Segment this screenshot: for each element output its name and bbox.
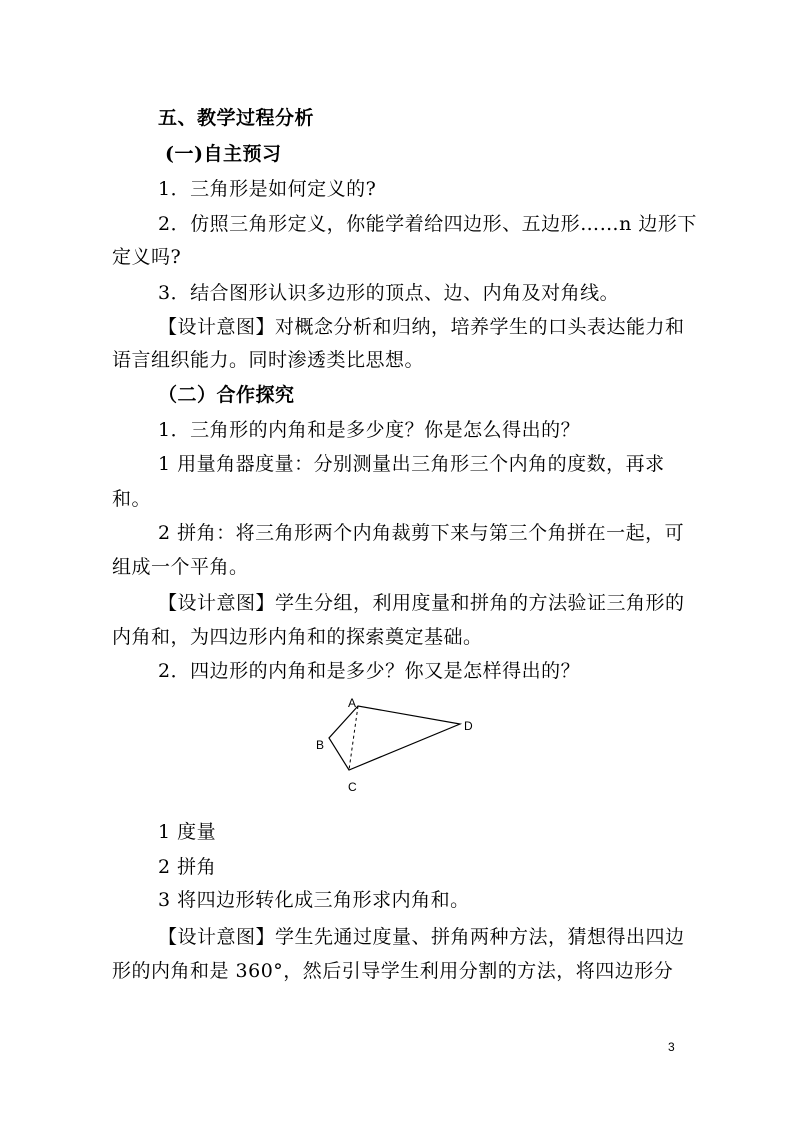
design-intent-1-line-1: 【设计意图】对概念分析和归纳，培养学生的口头表达能力和 [158,316,685,338]
problem-1-method-2-line-2: 组成一个平角。 [112,556,249,578]
vertex-label-a: A [348,696,357,710]
page-number: 3 [668,1040,675,1054]
quadrilateral-figure [300,690,490,800]
design-intent-1-line-2: 语言组织能力。同时渗透类比思想。 [112,349,425,371]
vertex-label-b: B [316,738,325,752]
vertex-label-c: C [348,780,357,794]
method-join-angles: 2 拼角 [158,856,217,878]
question-2-line-1: 2．仿照三角形定义，你能学着给四边形、五边形……n 边形下 [158,213,697,235]
problem-2: 2．四边形的内角和是多少？你又是怎样得出的？ [158,660,581,682]
design-intent-2-line-1: 【设计意图】学生分组，利用度量和拼角的方法验证三角形的 [158,592,685,614]
subsection-heading-explore: （二）合作探究 [158,384,295,406]
problem-1-method-1-line-2: 和。 [112,488,152,510]
section-heading: 五、教学过程分析 [158,107,315,129]
problem-1-method-2-line-1: 2 拼角：将三角形两个内角裁剪下来与第三个角拼在一起，可 [158,522,685,544]
design-intent-3-line-2: 形的内角和是 360°，然后引导学生利用分割的方法，将四边形分 [112,960,674,982]
design-intent-2-line-2: 内角和，为四边形内角和的探索奠定基础。 [112,626,483,648]
problem-1-method-1-line-1: 1 用量角器度量：分别测量出三角形三个内角的度数，再求 [158,453,665,475]
quadrilateral-abcd [329,706,460,770]
question-3: 3．结合图形认识多边形的顶点、边、内角及对角线。 [158,282,620,304]
design-intent-3-line-1: 【设计意图】学生先通过度量、拼角两种方法，猜想得出四边 [158,926,685,948]
method-split-triangles: 3 将四边形转化成三角形求内角和。 [158,889,470,911]
question-1: 1．三角形是如何定义的? [158,178,377,200]
diagonal-ac [349,706,358,770]
method-measure: 1 度量 [158,821,217,843]
subsection-heading-preview: (一)自主预习 [165,143,282,165]
question-2-line-2: 定义吗? [112,246,182,268]
problem-1: 1．三角形的内角和是多少度？你是怎么得出的？ [158,419,581,441]
vertex-label-d: D [464,719,473,733]
